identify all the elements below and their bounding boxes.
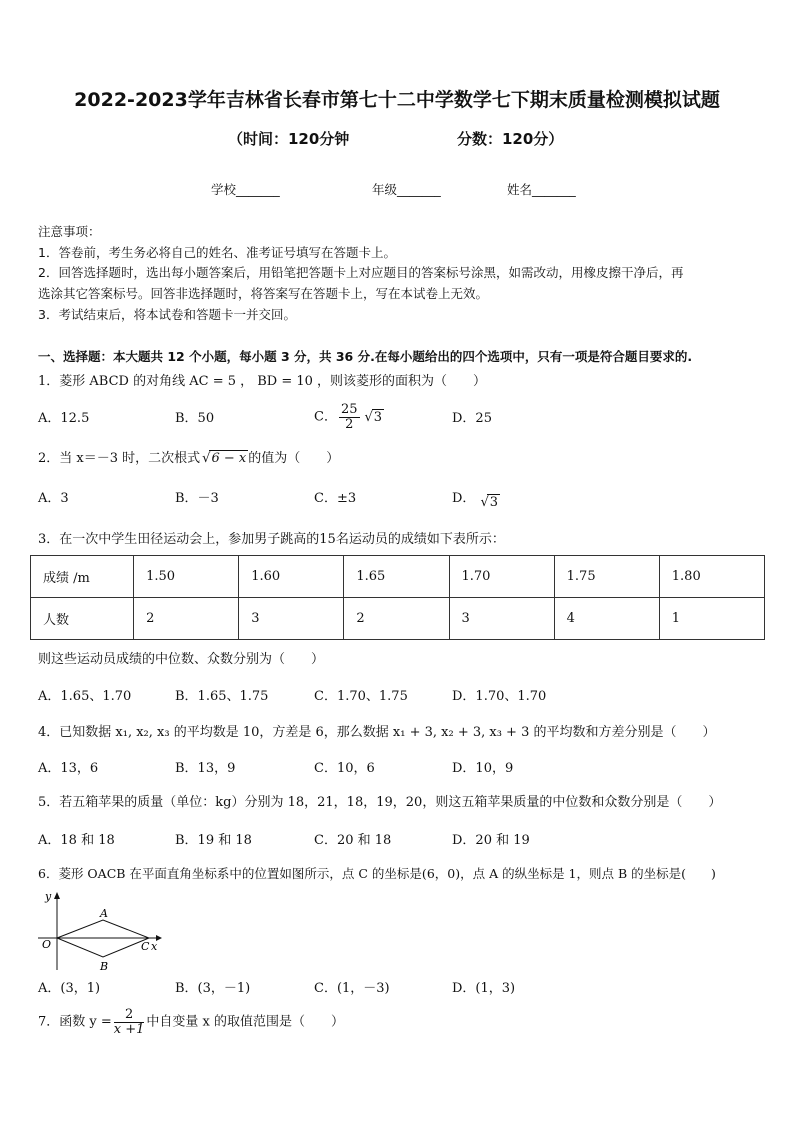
table-cell: 1 xyxy=(659,598,764,640)
table-cell: 1.80 xyxy=(659,556,764,598)
label-c: C xyxy=(141,940,150,953)
q1-option-d: D．25 xyxy=(452,411,492,426)
q3-option-d: D．1.70、1.70 xyxy=(452,689,547,704)
q3-follow: 则这些运动员成绩的中位数、众数分别为（ ） xyxy=(38,652,325,667)
notice-item: 1．答卷前，考生务必将自己的姓名、准考证号填写在答题卡上。 xyxy=(38,245,396,260)
radical: √ 6 − x xyxy=(209,450,248,466)
radical: √ 3 xyxy=(372,409,385,425)
stem-text: 7．函数 y = xyxy=(38,1014,112,1030)
stem-text: 的值为（ ） xyxy=(248,451,340,466)
denominator: x +1 xyxy=(113,1022,145,1037)
q4-option-d: D．10，9 xyxy=(452,761,514,776)
rhombus-figure xyxy=(38,890,168,972)
exam-score: 分数：120分） xyxy=(457,130,564,148)
table-row xyxy=(31,598,765,640)
q3-option-b: B．1.65、1.75 xyxy=(175,689,269,704)
q6-stem: 6．菱形 OACB 在平面直角坐标系中的位置如图所示，点 C 的坐标是(6，0)，点 A 的纵坐标是 1，则点 B 的坐标是( ) xyxy=(38,866,716,881)
label-a: A xyxy=(100,907,108,920)
q3-option-a: A．1.65、1.70 xyxy=(38,689,132,704)
table-row xyxy=(31,556,765,598)
fraction xyxy=(339,403,360,432)
stem-text: 中自变量 x 的取值范围是（ ） xyxy=(146,1014,345,1030)
q3-option-c: C．1.70、1.75 xyxy=(314,689,408,704)
q1-option-b: B．50 xyxy=(175,411,215,426)
q5-option-b: B．19 和 18 xyxy=(175,833,252,848)
q6-option-a: A．(3，1) xyxy=(38,981,101,996)
label-b: B xyxy=(100,960,109,972)
q5-option-c: C．20 和 18 xyxy=(314,833,392,848)
label-x: x xyxy=(151,940,158,953)
section-heading: 一、选择题：本大题共 12 个小题，每小题 3 分，共 36 分.在每小题给出的四个选项中，只有一项是符合题目要求的. xyxy=(38,349,693,364)
notice-item: 3．考试结束后，将本试卷和答题卡一并交回。 xyxy=(38,307,296,322)
q5-option-a: A．18 和 18 xyxy=(38,833,115,848)
q4-option-c: C．10，6 xyxy=(314,761,375,776)
school-field: 学校_______ xyxy=(211,182,280,197)
q4-option-b: B．13，9 xyxy=(175,761,236,776)
numerator: 25 xyxy=(340,402,358,417)
q4-option-a: A．13，6 xyxy=(38,761,99,776)
q6-option-c: C．(1，－3) xyxy=(314,981,390,996)
table-cell: 人数 xyxy=(31,598,134,640)
q7-stem xyxy=(38,1008,344,1037)
numerator: 2 xyxy=(114,1008,145,1023)
q2-option-d xyxy=(452,491,500,510)
table-cell: 1.50 xyxy=(134,556,239,598)
table-cell: 3 xyxy=(239,598,344,640)
grade-field: 年级_______ xyxy=(372,182,441,197)
table-cell: 1.75 xyxy=(554,556,659,598)
q1-stem: 1．菱形 ABCD 的对角线 AC = 5 ， BD = 10 ，则该菱形的面积为（ ） xyxy=(38,374,487,389)
notice-item: 2．回答选择题时，选出每小题答案后，用铅笔把答题卡上对应题目的答案标号涂黑，如需改动，用橡皮擦干净后，再 xyxy=(38,265,684,280)
q3-stem: 3．在一次中学生田径运动会上，参加男子跳高的15名运动员的成绩如下表所示： xyxy=(38,532,505,547)
fraction xyxy=(114,1008,145,1037)
name-field: 姓名_______ xyxy=(507,182,576,197)
q2-option-a: A．3 xyxy=(38,491,69,506)
option-label: C． xyxy=(314,409,337,425)
q2-option-c: C．±3 xyxy=(314,491,357,506)
score-table xyxy=(30,555,765,640)
stem-text: 2．当 x＝－3 时，二次根式 xyxy=(38,451,201,466)
label-y: y xyxy=(45,890,52,903)
q4-stem: 4．已知数据 x₁, x₂, x₃ 的平均数是 10，方差是 6，那么数据 x₁ + 3, x₂ + 3, x₃ + 3 的平均数和方差分别是（ ） xyxy=(38,725,716,740)
exam-time: （时间：120分钟 xyxy=(228,130,350,148)
q2-stem xyxy=(38,451,339,467)
notice-heading: 注意事项： xyxy=(38,224,101,239)
table-cell: 1.60 xyxy=(239,556,344,598)
q6-option-b: B．(3，－1) xyxy=(175,981,251,996)
q1-option-c xyxy=(314,403,384,432)
q5-option-d: D．20 和 19 xyxy=(452,833,530,848)
exam-title: 2022-2023学年吉林省长春市第七十二中学数学七下期末质量检测模拟试题 xyxy=(74,89,720,111)
table-cell: 2 xyxy=(134,598,239,640)
table-cell: 4 xyxy=(554,598,659,640)
q1-option-a: A．12.5 xyxy=(38,411,90,426)
q2-option-b: B．－3 xyxy=(175,491,219,506)
table-cell: 3 xyxy=(449,598,554,640)
table-cell: 2 xyxy=(344,598,449,640)
table-cell: 1.70 xyxy=(449,556,554,598)
y-axis-arrow xyxy=(54,892,60,899)
denominator: 2 xyxy=(345,417,354,432)
option-label: D． xyxy=(452,491,476,506)
notice-item: 选涂其它答案标号。回答非选择题时，将答案写在答题卡上，写在本试卷上无效。 xyxy=(38,286,489,301)
table-cell: 成绩 /m xyxy=(31,556,134,598)
label-o: O xyxy=(42,938,52,951)
radical: √ 3 xyxy=(487,494,500,510)
q5-stem: 5．若五箱苹果的质量（单位：kg）分别为 18，21，18，19，20，则这五箱苹果质量的中位数和众数分别是（ ） xyxy=(38,795,722,810)
table-cell: 1.65 xyxy=(344,556,449,598)
q6-option-d: D．(1，3) xyxy=(452,981,516,996)
